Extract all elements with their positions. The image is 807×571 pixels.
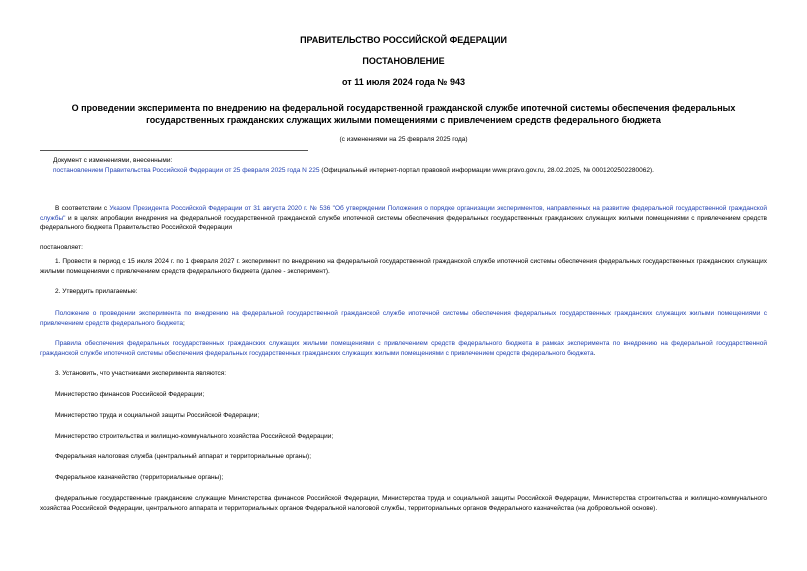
- item-2: 2. Утвердить прилагаемые:: [55, 288, 138, 295]
- resolves-text: постановляет:: [40, 244, 83, 251]
- preamble-text-start: В соответствии с: [55, 205, 110, 212]
- document-type: ПОСТАНОВЛЕНИЕ: [362, 56, 445, 66]
- preamble-paragraph: [40, 204, 767, 233]
- rules-end: .: [593, 349, 596, 357]
- participant-4: Федеральная налоговая служба (центральный аппарат и территориальные органы);: [55, 453, 311, 460]
- approved-regulation: [40, 309, 767, 328]
- item-1: 1. Провести в период с 15 июля 2024 г. по 1 февраля 2027 г. эксперимент по внедрению на федеральной государственной гражданской службе ипотечной системы обеспечения федеральных государственных гражданских служащих жилыми помещениями с привлечением средств федерального бюджета (далее - эксперимент).: [40, 258, 767, 275]
- regulation-link[interactable]: Положение о проведении эксперимента по внедрению на федеральной государственной гражданской службе ипотечной системы обеспечения федеральных государственных гражданских служащих жилыми помещениями с привлечением средств федерального бюджета: [40, 310, 767, 327]
- amendments-line: [53, 166, 767, 176]
- participant-6: федеральные государственные гражданские служащие Министерства финансов Российской Федерации, Министерства труда и социальной защиты Российской Федерации, Министерства строительства и жилищно-коммунального хозяйства Российской Федерации, центрального аппарата и территориальных органов Федеральной налоговой службы, территориальных органов Федерального казначейства (на добровольной основе).: [40, 495, 767, 512]
- revision-note: (с изменениями на 25 февраля 2025 года): [339, 136, 468, 143]
- participant-1: Министерство финансов Российской Федерации;: [55, 391, 205, 398]
- approved-rules: [40, 339, 767, 358]
- rules-link[interactable]: Правила обеспечения федеральных государственных гражданских служащих жилыми помещениями с привлечением средств федерального бюджета в рамках эксперимента по внедрению на федеральной государственной гражданской службе ипотечной системы обеспечения федеральных государственных гражданских служащих жилыми помещениями с привлечением средств федерального бюджета: [40, 340, 767, 357]
- amendments-label: Документ с изменениями, внесенными:: [53, 157, 173, 164]
- preamble-text-end: и в целях апробации внедрения на федеральной государственной гражданской службе ипотечной системы обеспечения федеральных государственных гражданских служащих жилыми помещениями с привлечением средств федерального бюджета Правительство Российской Федерации: [40, 214, 767, 232]
- amending-resolution-link[interactable]: постановлением Правительства Российской Федерации от 25 февраля 2025 года N 225: [53, 167, 320, 174]
- participant-2: Министерство труда и социальной защиты Российской Федерации;: [55, 412, 260, 419]
- participant-3: Министерство строительства и жилищно-коммунального хозяйства Российской Федерации;: [55, 433, 334, 440]
- publication-info: (Официальный интернет-портал правовой информации www.pravo.gov.ru, 28.02.2025, № 0001202502280062).: [319, 167, 654, 174]
- government-heading: ПРАВИТЕЛЬСТВО РОССИЙСКОЙ ФЕДЕРАЦИИ: [300, 35, 507, 45]
- participant-5: Федеральное казначейство (территориальные органы);: [55, 474, 224, 481]
- amendments-info: [53, 156, 767, 176]
- separator-line: [40, 150, 308, 151]
- presidential-decree-link[interactable]: Указом Президента Российской Федерации от 31 августа 2020 г. № 536 "Об утверждении Положения о порядке организации экспериментов, направленных на развитие федеральной государственной гражданской службы": [40, 205, 767, 222]
- item-3: 3. Установить, что участниками эксперимента являются:: [55, 370, 227, 377]
- document-title: О проведении эксперимента по внедрению на федеральной государственной гражданской службе ипотечной системы обеспечения федеральных государственных гражданских служащих жилыми помещениями с привлечением средств федерального бюджета: [71, 103, 736, 125]
- date-and-number: от 11 июля 2024 года № 943: [342, 77, 465, 87]
- regulation-end: ;: [183, 319, 185, 327]
